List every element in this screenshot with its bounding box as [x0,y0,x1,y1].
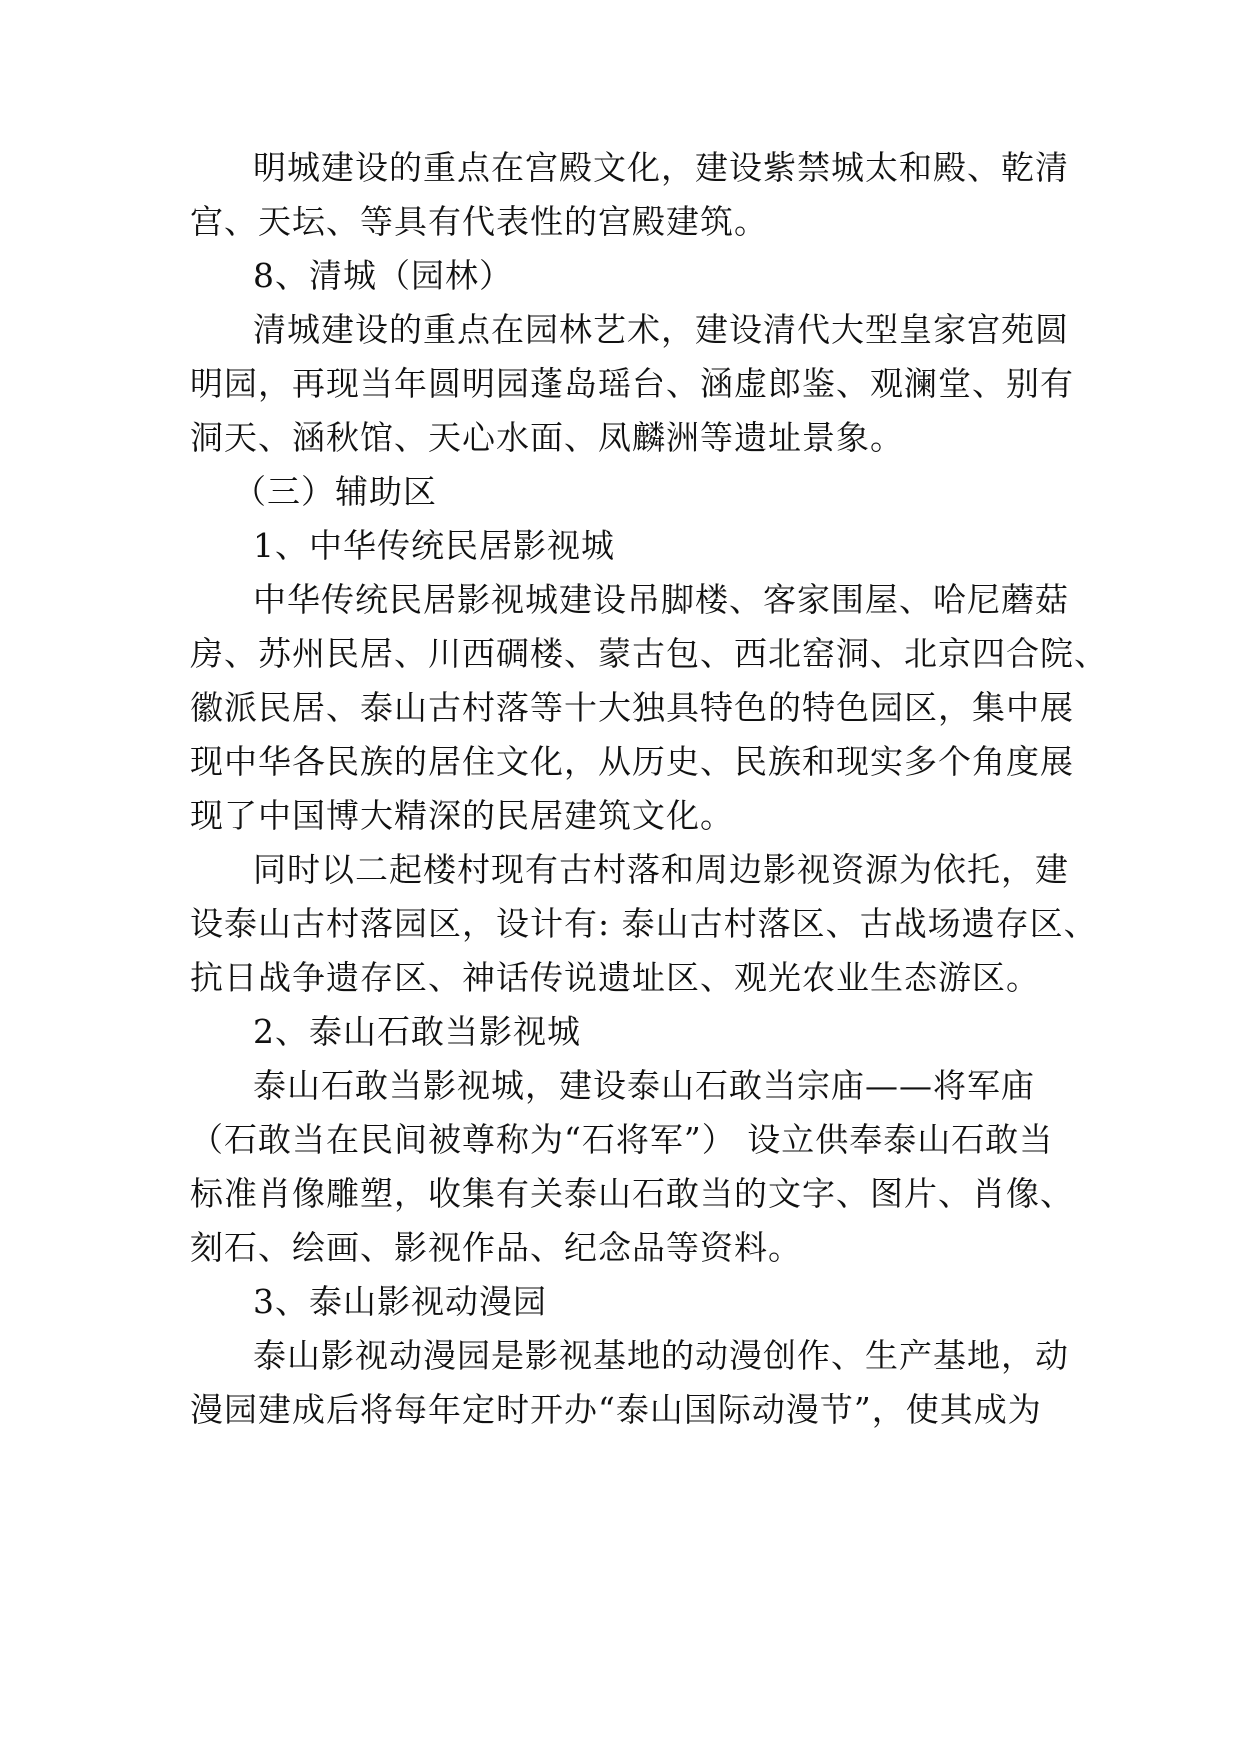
section-heading: 2、泰山石敢当影视城 [253,1012,581,1051]
section-heading: 1、中华传统民居影视城 [253,526,615,565]
paragraph-line: 现了中国博大精深的民居建筑文化。 [190,796,734,835]
paragraph-line: 明城建设的重点在宫殿文化，建设紫禁城太和殿、乾清 [253,148,1069,187]
section-heading: 8、清城（园林） [253,256,513,295]
section-heading: （三）辅助区 [233,472,437,511]
section-heading: 3、泰山影视动漫园 [253,1282,547,1321]
paragraph-line: 泰山石敢当影视城，建设泰山石敢当宗庙——将军庙 [253,1066,1035,1105]
paragraph-line: 现中华各民族的居住文化，从历史、民族和现实多个角度展 [190,742,1074,781]
paragraph-line: 标准肖像雕塑，收集有关泰山石敢当的文字、图片、肖像、 [190,1174,1074,1213]
paragraph-line: 房、苏州民居、川西碉楼、蒙古包、西北窑洞、北京四合院、 [190,634,1108,673]
paragraph-line: 洞天、涵秋馆、天心水面、凤麟洲等遗址景象。 [190,418,904,457]
paragraph-line: 同时以二起楼村现有古村落和周边影视资源为依托，建 [253,850,1069,889]
paragraph-line: 中华传统民居影视城建设吊脚楼、客家围屋、哈尼蘑菇 [253,580,1069,619]
paragraph-line: 刻石、绘画、影视作品、纪念品等资料。 [190,1228,802,1267]
paragraph-line: 设泰山古村落园区，设计有: 泰山古村落区、古战场遗存区、 [190,904,1098,943]
paragraph-line: 抗日战争遗存区、神话传说遗址区、观光农业生态游区。 [190,958,1040,997]
paragraph-line: 漫园建成后将每年定时开办“泰山国际动漫节”，使其成为 [190,1390,1042,1429]
paragraph-line: 清城建设的重点在园林艺术，建设清代大型皇家宫苑圆 [253,310,1069,349]
paragraph-line: 泰山影视动漫园是影视基地的动漫创作、生产基地，动 [253,1336,1069,1375]
paragraph-line: 宫、天坛、等具有代表性的宫殿建筑。 [190,202,768,241]
paragraph-line: 徽派民居、泰山古村落等十大独具特色的特色园区，集中展 [190,688,1074,727]
paragraph-line: 明园，再现当年圆明园蓬岛瑶台、涵虚郎鉴、观澜堂、别有 [190,364,1074,403]
paragraph-line: （石敢当在民间被尊称为“石将军”） 设立供奉泰山石敢当 [190,1120,1054,1159]
